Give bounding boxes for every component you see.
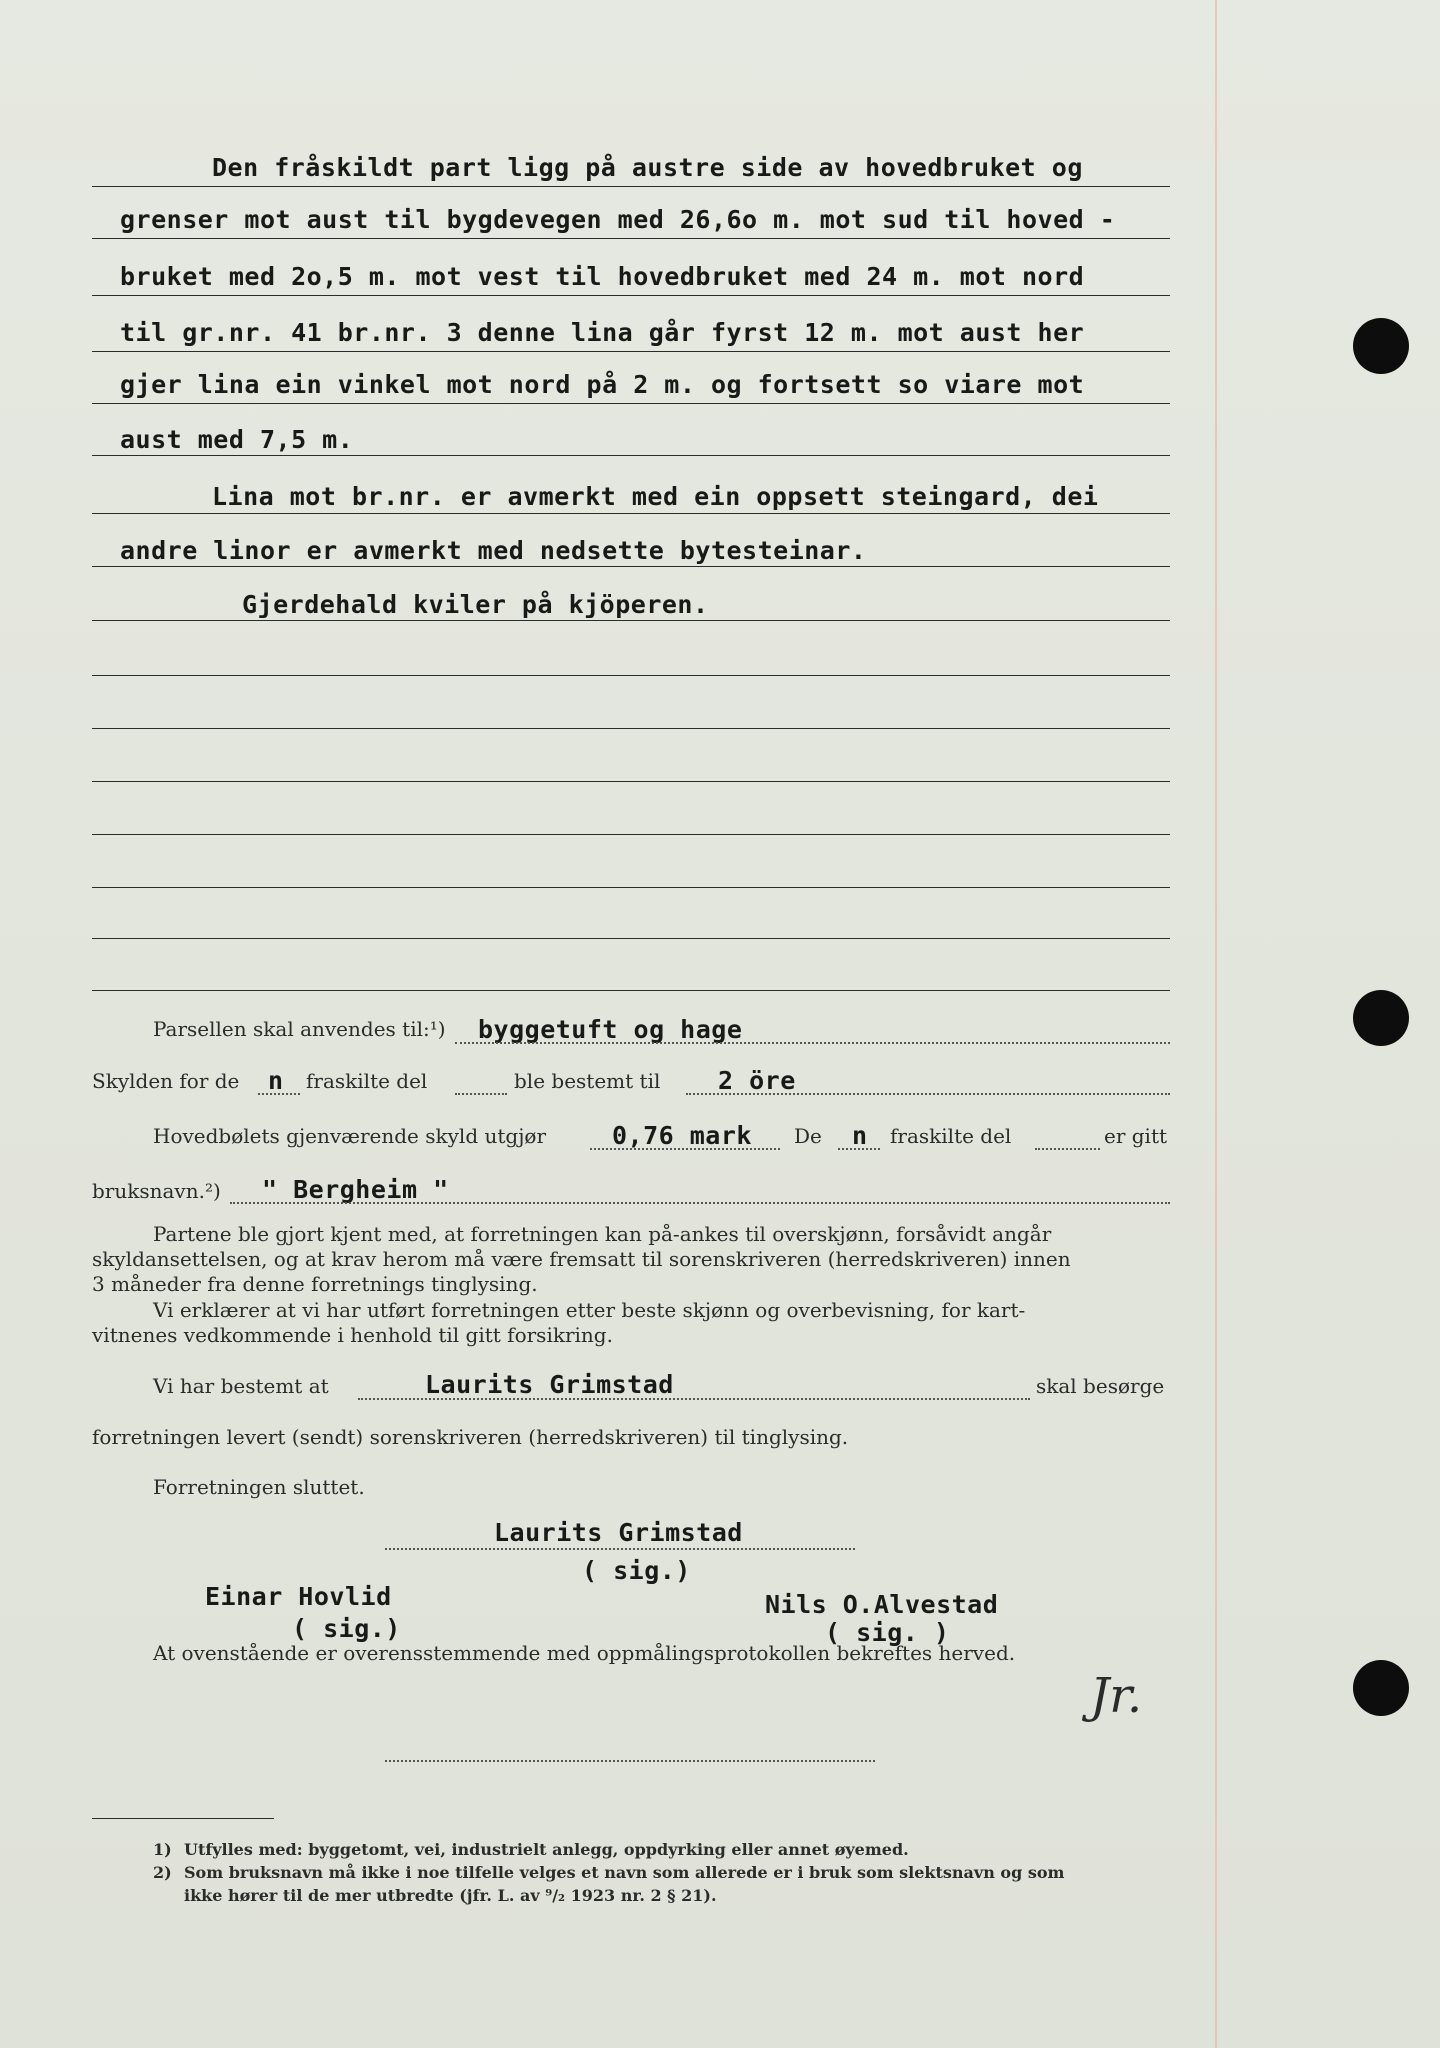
partene-line: 3 måneder fra denne forretnings tinglysing.	[92, 1272, 538, 1296]
line-rule	[92, 295, 1170, 296]
footnote-mark: 2)	[153, 1863, 172, 1882]
skylden-label: Skylden for de	[92, 1069, 240, 1093]
typed-line: til gr.nr. 41 br.nr. 3 denne lina går fyrst 12 m. mot aust her	[120, 318, 1085, 347]
signature-line	[385, 1760, 875, 1762]
line-rule	[92, 403, 1170, 404]
line-rule	[92, 887, 1170, 888]
signature-line	[385, 1548, 855, 1550]
sluttet-label: Forretningen sluttet.	[153, 1475, 365, 1499]
bruksnavn-value: " Bergheim "	[262, 1175, 449, 1204]
signature-name: Einar Hovlid	[205, 1582, 392, 1611]
bestemt-label: Vi har bestemt at	[153, 1374, 329, 1398]
erklaering-line: Vi erklærer at vi har utført forretningen etter beste skjønn og overbevisning, for kart-	[153, 1298, 1026, 1322]
hoved-label-b: De	[794, 1124, 822, 1148]
besorge-label: skal besørge	[1036, 1374, 1165, 1398]
line-rule	[92, 455, 1170, 456]
initials: Jr.	[1090, 1668, 1143, 1724]
fill-line	[590, 1148, 780, 1150]
typed-line: bruket med 2o,5 m. mot vest til hovedbruket med 24 m. mot nord	[120, 262, 1085, 291]
parsellen-value: byggetuft og hage	[478, 1015, 743, 1044]
punch-hole	[1353, 990, 1409, 1046]
fill-line	[838, 1148, 880, 1150]
signature-sig: ( sig. )	[825, 1618, 950, 1647]
line-rule	[92, 351, 1170, 352]
hoved-label-d: er gitt	[1104, 1124, 1168, 1148]
bruksnavn-label: bruksnavn.²)	[92, 1179, 221, 1203]
typed-line: andre linor er avmerkt med nedsette bytesteinar.	[120, 536, 867, 565]
line-rule	[92, 938, 1170, 939]
punch-hole	[1353, 318, 1409, 374]
line-rule	[92, 834, 1170, 835]
typed-line: Den fråskildt part ligg på austre side av hovedbruket og	[212, 153, 1083, 182]
hoved-value: 0,76 mark	[612, 1121, 752, 1150]
fill-line	[230, 1202, 1170, 1204]
footnote-mark: 1)	[153, 1840, 172, 1859]
line-rule	[92, 728, 1170, 729]
line-rule	[92, 675, 1170, 676]
skylden-label-b: fraskilte del	[306, 1069, 428, 1093]
line-rule	[92, 238, 1170, 239]
skylden-value: 2 öre	[718, 1066, 796, 1095]
footnote-rule	[92, 1818, 274, 1819]
footnote-text: Utfylles med: byggetomt, vei, industrielt anlegg, oppdyrking eller annet øyemed.	[184, 1840, 909, 1859]
partene-line: Partene ble gjort kjent med, at forretningen kan på-ankes til overskjønn, forsåvidt angår	[153, 1222, 1052, 1246]
bestemt-value: Laurits Grimstad	[425, 1370, 674, 1399]
line-rule	[92, 781, 1170, 782]
fill-line	[455, 1093, 507, 1095]
skylden-label-c: ble bestemt til	[514, 1069, 661, 1093]
signature-sig: ( sig.)	[582, 1556, 691, 1585]
footnote-text: Som bruksnavn må ikke i noe tilfelle velges et navn som allerede er i bruk som slektsnavn og som	[184, 1863, 1065, 1882]
fill-line	[258, 1093, 300, 1095]
line-rule	[92, 990, 1170, 991]
erklaering-line: vitnenes vedkommende i henhold til gitt forsikring.	[92, 1323, 613, 1347]
attest-text: At ovenstående er overensstemmende med oppmålingsprotokollen bekreftes herved.	[153, 1641, 1016, 1665]
parsellen-label: Parsellen skal anvendes til:¹)	[153, 1017, 446, 1041]
typed-line: Gjerdehald kviler på kjöperen.	[242, 590, 709, 619]
hoved-n: n	[852, 1121, 868, 1150]
line-rule	[92, 513, 1170, 514]
typed-line: Lina mot br.nr. er avmerkt med ein oppsett steingard, dei	[212, 482, 1099, 511]
typed-line: aust med 7,5 m.	[120, 425, 354, 454]
hoved-label: Hovedbølets gjenværende skyld utgjør	[153, 1124, 547, 1148]
skylden-n: n	[268, 1066, 284, 1095]
margin-rule	[1215, 0, 1217, 2048]
levert-label: forretningen levert (sendt) sorenskriveren (herredskriveren) til tinglysing.	[92, 1425, 849, 1449]
line-rule	[92, 566, 1170, 567]
hoved-label-c: fraskilte del	[890, 1124, 1012, 1148]
signature-sig: ( sig.)	[292, 1614, 401, 1643]
footnote-text: ikke hører til de mer utbredte (jfr. L. av ⁹/₂ 1923 nr. 2 § 21).	[184, 1886, 717, 1905]
fill-line	[686, 1093, 1170, 1095]
signature-name: Laurits Grimstad	[494, 1518, 743, 1547]
typed-line: gjer lina ein vinkel mot nord på 2 m. og fortsett so viare mot	[120, 370, 1085, 399]
fill-line	[455, 1042, 1170, 1044]
typed-line: grenser mot aust til bygdevegen med 26,6o m. mot sud til hoved -	[120, 205, 1116, 234]
fill-line	[1035, 1148, 1100, 1150]
signature-name: Nils O.Alvestad	[765, 1590, 999, 1619]
partene-line: skyldansettelsen, og at krav herom må være fremsatt til sorenskriveren (herredskriveren) innen	[92, 1247, 1071, 1271]
fill-line	[358, 1398, 1030, 1400]
line-rule	[92, 620, 1170, 621]
punch-hole	[1353, 1660, 1409, 1716]
line-rule	[92, 186, 1170, 187]
